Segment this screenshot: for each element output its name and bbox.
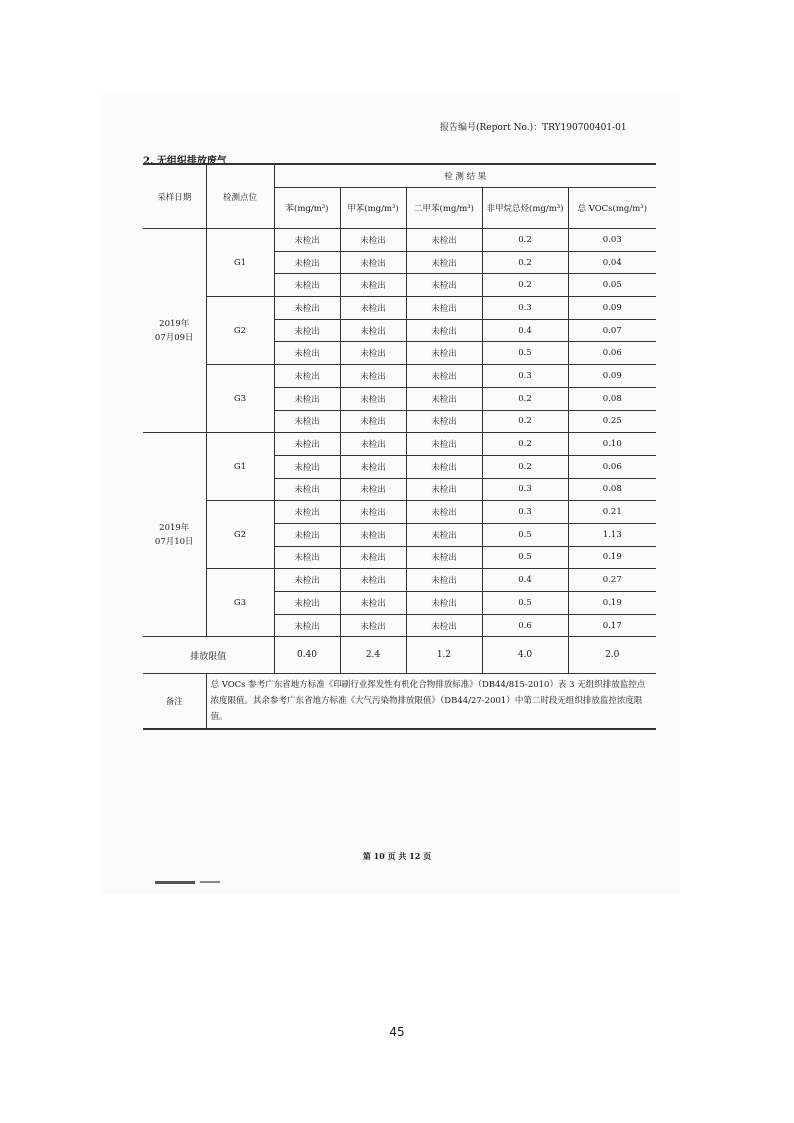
remarks-row: [143, 674, 656, 730]
benzene-value: 未检出: [274, 297, 340, 320]
vocs-value: 0.06: [568, 455, 656, 478]
vocs-value: 1.13: [568, 523, 656, 546]
vocs-value: 0.21: [568, 501, 656, 524]
report-number: 报告编号(Report No.)：TRY190700401-01: [440, 123, 627, 133]
vocs-value: 0.03: [568, 229, 656, 252]
sampling-date-cell: 2019年 07月10日: [143, 433, 206, 637]
xylene-value: 未检出: [406, 365, 482, 388]
nmhc-value: 0.5: [482, 523, 568, 546]
remarks-label: 备注: [143, 674, 206, 730]
emission-limit-value: 2.4: [340, 637, 406, 674]
toluene-value: 未检出: [340, 229, 406, 252]
toluene-value: 未检出: [340, 546, 406, 569]
monitoring-point-cell: G2: [206, 501, 274, 569]
nmhc-value: 0.2: [482, 229, 568, 252]
nmhc-value: 0.4: [482, 319, 568, 342]
nmhc-value: 0.3: [482, 501, 568, 524]
toluene-value: 未检出: [340, 297, 406, 320]
xylene-value: 未检出: [406, 410, 482, 433]
table-row: [143, 365, 656, 388]
emission-limit-value: 1.2: [406, 637, 482, 674]
scan-artifact: [155, 881, 195, 884]
benzene-value: 未检出: [274, 387, 340, 410]
nmhc-value: 0.2: [482, 433, 568, 456]
monitoring-point-cell: G1: [206, 433, 274, 501]
vocs-value: 0.10: [568, 433, 656, 456]
vocs-value: 0.05: [568, 274, 656, 297]
emission-limit-value: 2.0: [568, 637, 656, 674]
toluene-value: 未检出: [340, 365, 406, 388]
benzene-value: 未检出: [274, 433, 340, 456]
monitoring-point-cell: G1: [206, 229, 274, 297]
scan-artifact: [200, 881, 220, 883]
vocs-value: 0.17: [568, 614, 656, 637]
vocs-value: 0.08: [568, 478, 656, 501]
xylene-value: 未检出: [406, 229, 482, 252]
monitoring-point-cell: G3: [206, 365, 274, 433]
xylene-value: 未检出: [406, 501, 482, 524]
nmhc-value: 0.4: [482, 569, 568, 592]
xylene-value: 未检出: [406, 546, 482, 569]
header-benzene: 苯(mg/m³): [274, 188, 340, 229]
xylene-value: 未检出: [406, 387, 482, 410]
toluene-value: 未检出: [340, 523, 406, 546]
vocs-value: 0.06: [568, 342, 656, 365]
monitoring-point-cell: G3: [206, 569, 274, 637]
xylene-value: 未检出: [406, 523, 482, 546]
table-row: [143, 229, 656, 252]
emission-limit-label: 排放限值: [143, 637, 274, 674]
table-row: [143, 569, 656, 592]
nmhc-value: 0.3: [482, 478, 568, 501]
toluene-value: 未检出: [340, 342, 406, 365]
vocs-value: 0.27: [568, 569, 656, 592]
xylene-value: 未检出: [406, 455, 482, 478]
emission-limit-value: 0.40: [274, 637, 340, 674]
toluene-value: 未检出: [340, 501, 406, 524]
benzene-value: 未检出: [274, 614, 340, 637]
table-header-row: [143, 164, 656, 188]
nmhc-value: 0.5: [482, 342, 568, 365]
section-title: 2. 无组织排放废气: [143, 156, 227, 167]
xylene-value: 未检出: [406, 342, 482, 365]
vocs-value: 0.08: [568, 387, 656, 410]
nmhc-value: 0.3: [482, 297, 568, 320]
benzene-value: 未检出: [274, 523, 340, 546]
table-row: [143, 297, 656, 320]
xylene-value: 未检出: [406, 569, 482, 592]
header-date: 采样日期: [143, 164, 206, 229]
nmhc-value: 0.2: [482, 274, 568, 297]
xylene-value: 未检出: [406, 614, 482, 637]
toluene-value: 未检出: [340, 319, 406, 342]
vocs-value: 0.25: [568, 410, 656, 433]
benzene-value: 未检出: [274, 592, 340, 615]
benzene-value: 未检出: [274, 546, 340, 569]
header-toluene: 甲苯(mg/m³): [340, 188, 406, 229]
toluene-value: 未检出: [340, 433, 406, 456]
vocs-value: 0.04: [568, 251, 656, 274]
vocs-value: 0.07: [568, 319, 656, 342]
vocs-value: 0.09: [568, 365, 656, 388]
table-row: [143, 501, 656, 524]
nmhc-value: 0.2: [482, 410, 568, 433]
xylene-value: 未检出: [406, 251, 482, 274]
header-vocs: 总 VOCs(mg/m³): [568, 188, 656, 229]
xylene-value: 未检出: [406, 319, 482, 342]
emission-results-table: [143, 163, 656, 730]
nmhc-value: 0.6: [482, 614, 568, 637]
table-row: [143, 433, 656, 456]
benzene-value: 未检出: [274, 274, 340, 297]
xylene-value: 未检出: [406, 297, 482, 320]
toluene-value: 未检出: [340, 387, 406, 410]
benzene-value: 未检出: [274, 251, 340, 274]
xylene-value: 未检出: [406, 478, 482, 501]
benzene-value: 未检出: [274, 501, 340, 524]
toluene-value: 未检出: [340, 274, 406, 297]
benzene-value: 未检出: [274, 569, 340, 592]
toluene-value: 未检出: [340, 455, 406, 478]
nmhc-value: 0.2: [482, 387, 568, 410]
vocs-value: 0.19: [568, 592, 656, 615]
remarks-text: 总 VOCs 参考广东省地方标准《印刷行业挥发性有机化合物排放标准》（DB44/815-2010）表 3 无组织排放监控点浓度限值。其余参考广东省地方标准《大气污染物排放限值》（DB44/27-2001）中第二时段无组织排放监控浓度限值。: [206, 674, 656, 730]
emission-limit-value: 4.0: [482, 637, 568, 674]
benzene-value: 未检出: [274, 365, 340, 388]
emission-limit-row: [143, 637, 656, 674]
benzene-value: 未检出: [274, 455, 340, 478]
toluene-value: 未检出: [340, 410, 406, 433]
benzene-value: 未检出: [274, 319, 340, 342]
nmhc-value: 0.2: [482, 455, 568, 478]
monitoring-point-cell: G2: [206, 297, 274, 365]
benzene-value: 未检出: [274, 342, 340, 365]
vocs-value: 0.09: [568, 297, 656, 320]
header-point: 检测点位: [206, 164, 274, 229]
nmhc-value: 0.3: [482, 365, 568, 388]
nmhc-value: 0.5: [482, 546, 568, 569]
toluene-value: 未检出: [340, 478, 406, 501]
xylene-value: 未检出: [406, 592, 482, 615]
header-nmhc: 非甲烷总烃(mg/m³): [482, 188, 568, 229]
header-results: 检 测 结 果: [274, 164, 656, 188]
page-footer: 第 10 页 共 12 页: [362, 851, 432, 861]
toluene-value: 未检出: [340, 569, 406, 592]
xylene-value: 未检出: [406, 433, 482, 456]
nmhc-value: 0.2: [482, 251, 568, 274]
toluene-value: 未检出: [340, 592, 406, 615]
nmhc-value: 0.5: [482, 592, 568, 615]
toluene-value: 未检出: [340, 251, 406, 274]
benzene-value: 未检出: [274, 229, 340, 252]
page-number: 45: [389, 1025, 405, 1039]
toluene-value: 未检出: [340, 614, 406, 637]
xylene-value: 未检出: [406, 274, 482, 297]
benzene-value: 未检出: [274, 410, 340, 433]
sampling-date-cell: 2019年 07月09日: [143, 229, 206, 433]
benzene-value: 未检出: [274, 478, 340, 501]
vocs-value: 0.19: [568, 546, 656, 569]
header-xylene: 二甲苯(mg/m³): [406, 188, 482, 229]
